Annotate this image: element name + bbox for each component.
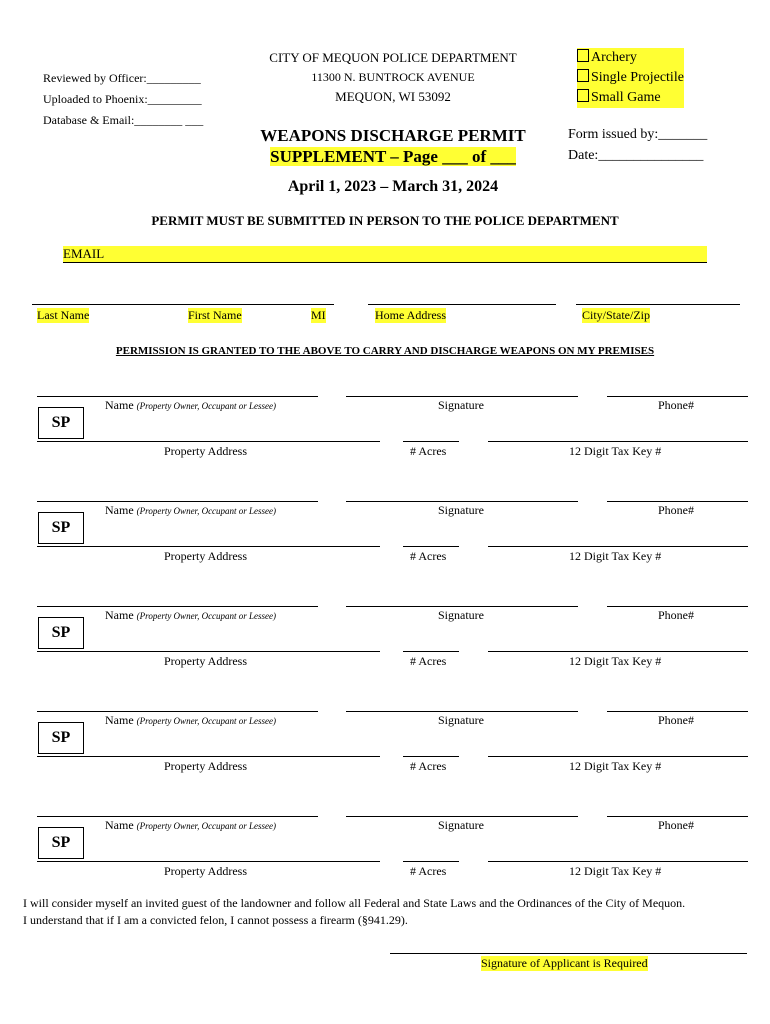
signature-line[interactable]: [346, 501, 578, 502]
signature-label: Signature: [438, 713, 484, 727]
permit-subtitle-wrap: [233, 147, 553, 167]
phone-label: Phone#: [658, 713, 694, 727]
applicant-signature-line[interactable]: [390, 953, 747, 954]
sp-badge: SP: [38, 617, 84, 649]
acres-label: # Acres: [410, 549, 447, 563]
uploaded-to-phoenix: Uploaded to Phoenix:_________: [43, 92, 202, 106]
acres-label: # Acres: [410, 654, 447, 668]
property-address-label: Property Address: [164, 759, 247, 773]
tax-key-line[interactable]: [488, 651, 748, 652]
home-address-line[interactable]: [368, 304, 556, 305]
last-name-label: Last Name: [37, 308, 90, 322]
owner-name-label: Name (Property Owner, Occupant or Lessee): [105, 398, 277, 412]
acres-label: # Acres: [410, 759, 447, 773]
phone-line[interactable]: [607, 711, 748, 712]
phone-line[interactable]: [607, 396, 748, 397]
phone-line[interactable]: [607, 606, 748, 607]
name-line[interactable]: [32, 304, 334, 305]
issued-date: Date:_______________: [568, 148, 704, 163]
applicant-signature-label: Signature of Applicant is Required: [481, 956, 648, 970]
mi-label: MI: [311, 308, 326, 322]
property-address-line[interactable]: [37, 441, 380, 442]
phone-line[interactable]: [607, 501, 748, 502]
acres-label: # Acres: [410, 864, 447, 878]
city-line[interactable]: [576, 304, 740, 305]
department-name: CITY OF MEQUON POLICE DEPARTMENT: [269, 50, 517, 65]
tax-key-label: 12 Digit Tax Key #: [569, 759, 662, 773]
checkbox-icon[interactable]: [577, 89, 589, 102]
owner-name-label: Name (Property Owner, Occupant or Lessee): [105, 818, 277, 832]
sp-badge: SP: [38, 827, 84, 859]
felon-statement: I understand that if I am a convicted felon, I cannot possess a firearm (§941.29).: [23, 913, 408, 927]
property-address-line[interactable]: [37, 861, 380, 862]
acres-line[interactable]: [403, 756, 459, 757]
property-address-label: Property Address: [164, 444, 247, 458]
signature-line[interactable]: [346, 396, 578, 397]
permit-subtitle: SUPPLEMENT – Page ___ of ___: [270, 147, 516, 166]
phone-label: Phone#: [658, 818, 694, 832]
owner-name-line[interactable]: [37, 711, 318, 712]
owner-name-label: Name (Property Owner, Occupant or Lessee): [105, 608, 277, 622]
tax-key-label: 12 Digit Tax Key #: [569, 654, 662, 668]
sp-badge: SP: [38, 722, 84, 754]
permit-title: WEAPONS DISCHARGE PERMIT: [260, 126, 526, 145]
tax-key-line[interactable]: [488, 756, 748, 757]
signature-line[interactable]: [346, 816, 578, 817]
owner-name-line[interactable]: [37, 606, 318, 607]
property-address-label: Property Address: [164, 549, 247, 563]
department-street: 11300 N. BUNTROCK AVENUE: [311, 70, 475, 84]
submit-notice: PERMIT MUST BE SUBMITTED IN PERSON TO THE POLICE DEPARTMENT: [151, 213, 619, 228]
owner-name-label: Name (Property Owner, Occupant or Lessee): [105, 503, 277, 517]
owner-name-line[interactable]: [37, 501, 318, 502]
tax-key-label: 12 Digit Tax Key #: [569, 444, 662, 458]
database-email: Database & Email:________ ___: [43, 113, 204, 127]
property-address-label: Property Address: [164, 864, 247, 878]
signature-label: Signature: [438, 398, 484, 412]
signature-label: Signature: [438, 503, 484, 517]
option-small-game[interactable]: Small Game: [577, 88, 684, 108]
property-address-line[interactable]: [37, 651, 380, 652]
signature-line[interactable]: [346, 606, 578, 607]
tax-key-label: 12 Digit Tax Key #: [569, 549, 662, 563]
property-address-line[interactable]: [37, 756, 380, 757]
acres-line[interactable]: [403, 861, 459, 862]
owner-name-label: Name (Property Owner, Occupant or Lessee): [105, 713, 277, 727]
home-address-label: Home Address: [375, 308, 446, 322]
acres-label: # Acres: [410, 444, 447, 458]
owner-name-line[interactable]: [37, 816, 318, 817]
sp-badge: SP: [38, 512, 84, 544]
form-issued-by: Form issued by:_______: [568, 127, 708, 142]
reviewed-by-officer: Reviewed by Officer:_________: [43, 71, 201, 85]
checkbox-icon[interactable]: [577, 49, 589, 62]
tax-key-line[interactable]: [488, 861, 748, 862]
phone-label: Phone#: [658, 503, 694, 517]
email-label: EMAIL: [63, 246, 105, 261]
property-address-label: Property Address: [164, 654, 247, 668]
phone-label: Phone#: [658, 608, 694, 622]
acres-line[interactable]: [403, 546, 459, 547]
signature-line[interactable]: [346, 711, 578, 712]
tax-key-label: 12 Digit Tax Key #: [569, 864, 662, 878]
guest-statement: I will consider myself an invited guest of the landowner and follow all Federal and State Laws and the Ordinances of the City of Mequon.: [23, 896, 686, 910]
permit-period: April 1, 2023 – March 31, 2024: [287, 178, 499, 195]
weapon-options: [577, 48, 684, 108]
department-city: MEQUON, WI 53092: [335, 89, 451, 104]
sp-badge: SP: [38, 407, 84, 439]
option-single-projectile[interactable]: Single Projectile: [577, 68, 684, 88]
tax-key-line[interactable]: [488, 441, 748, 442]
permission-statement: PERMISSION IS GRANTED TO THE ABOVE TO CARRY AND DISCHARGE WEAPONS ON MY PREMISES: [115, 345, 655, 357]
checkbox-icon[interactable]: [577, 69, 589, 82]
signature-label: Signature: [438, 818, 484, 832]
tax-key-line[interactable]: [488, 546, 748, 547]
signature-label: Signature: [438, 608, 484, 622]
phone-line[interactable]: [607, 816, 748, 817]
acres-line[interactable]: [403, 651, 459, 652]
acres-line[interactable]: [403, 441, 459, 442]
option-archery[interactable]: Archery: [577, 48, 684, 68]
email-field[interactable]: [63, 246, 707, 263]
phone-label: Phone#: [658, 398, 694, 412]
city-state-zip-label: City/State/Zip: [582, 308, 650, 322]
first-name-label: First Name: [188, 308, 242, 322]
owner-name-line[interactable]: [37, 396, 318, 397]
property-address-line[interactable]: [37, 546, 380, 547]
